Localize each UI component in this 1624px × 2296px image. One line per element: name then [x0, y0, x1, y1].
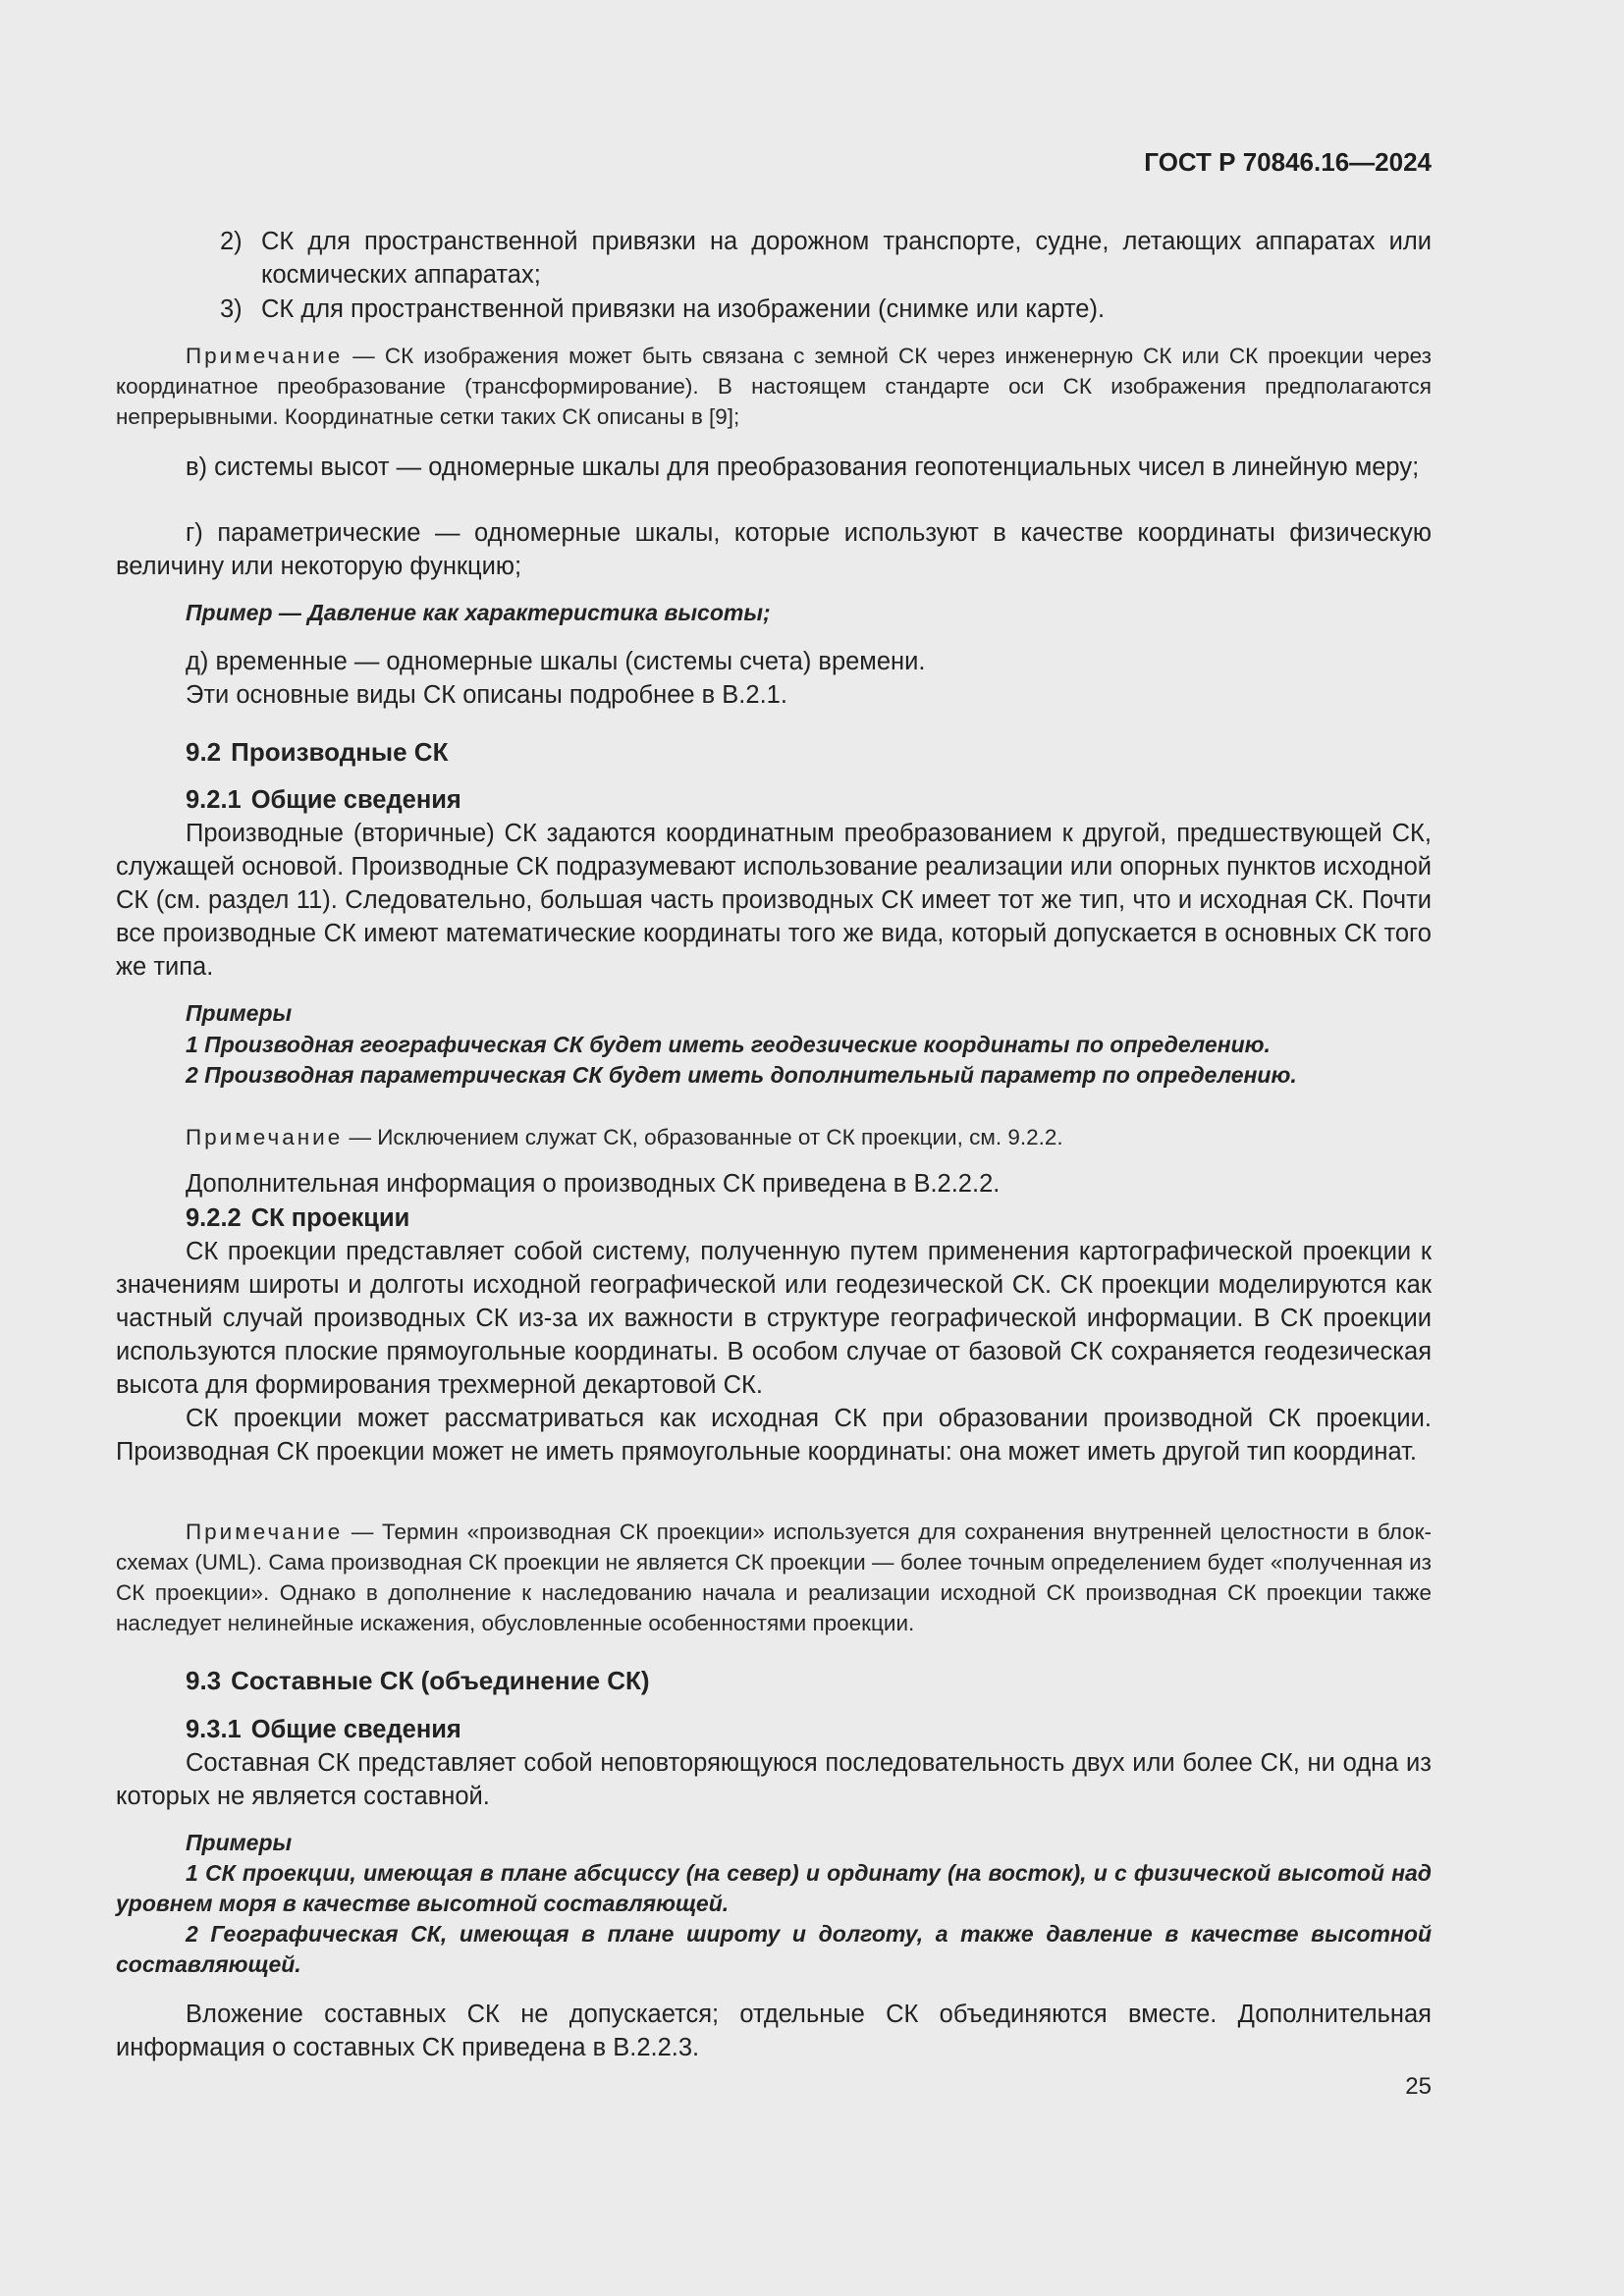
- list-marker: 2): [220, 228, 243, 255]
- list-text: СК для пространственной привязки на дорожном транспорте, судне, летающих аппаратах или космических аппаратах;: [261, 228, 1432, 289]
- examples-heading: Примеры: [186, 1830, 293, 1855]
- page-number: 25: [1405, 2073, 1432, 2100]
- section-heading: 9.3 Составные СК (объединение СК): [186, 1666, 650, 1695]
- paragraph: г) параметрические — одномерные шкалы, которые используют в качестве координаты физическую величину или некоторую функцию;: [116, 519, 1432, 580]
- example-item: 1 СК проекции, имеющая в плане абсциссу (на север) и ординату (на восток), и с физической высотой над уровнем моря в качестве высотной составляющей.: [116, 1860, 1432, 1916]
- paragraph: СК проекции может рассматриваться как исходная СК при образовании производной СК проекции. Производная СК проекции может не иметь прямоугольные координаты: она может иметь другой тип координат.: [116, 1405, 1432, 1466]
- note: [116, 341, 1432, 432]
- note: [116, 1517, 1432, 1638]
- paragraph: д) временные — одномерные шкалы (системы счета) времени.: [186, 648, 926, 675]
- note: [116, 1122, 1432, 1152]
- examples-heading: Примеры: [186, 1000, 293, 1026]
- paragraph: Составная СК представляет собой неповторяющуюся последовательность двух или более СК, ни одна из которых не является составной.: [116, 1749, 1432, 1810]
- subsection-heading: 9.2.2 СК проекции: [186, 1204, 410, 1232]
- note-text: — СК изображения может быть связана с земной СК через инженерную СК или СК проекции через координатное преобразование (трансформирование). В настоящем стандарте оси СК изображения предполагаются непрерывными. Координатные сетки таких СК описаны в [9];: [116, 344, 1432, 429]
- paragraph: Вложение составных СК не допускается; отдельные СК объединяются вместе. Дополнительная информация о составных СК приведена в В.2.2.3.: [116, 2001, 1432, 2061]
- subsection-heading: 9.2.1 Общие сведения: [186, 786, 461, 814]
- paragraph: Дополнительная информация о производных СК приведена в В.2.2.2.: [186, 1170, 1001, 1198]
- note-label: Примечание: [186, 1520, 344, 1544]
- paragraph: СК проекции представляет собой систему, полученную путем применения картографической проекции к значениям широты и долготы исходной географической или геодезической СК. СК проекции моделируются как частный случай производных СК из-за их важности в структуре географической информации. В СК проекции используются плоские прямоугольные координаты. В особом случае от базовой СК сохраняется геодезическая высота для формирования трехмерной декартовой СК.: [116, 1238, 1432, 1399]
- example-item: 1 Производная географическая СК будет иметь геодезические координаты по определению.: [186, 1032, 1271, 1057]
- list-text: СК для пространственной привязки на изображении (снимке или карте).: [261, 295, 1106, 323]
- list-marker: 3): [220, 295, 243, 323]
- note-text: — Термин «производная СК проекции» используется для сохранения внутренней целостности в блок-схемах (UML). Сама производная СК проекции не является СК проекции — более точным определением будет «полученная из СК проекции». Однако в дополнение к наследованию начала и реализации исходной СК производная СК проекции также наследует нелинейные искажения, обусловленные особенностями проекции.: [116, 1520, 1432, 1635]
- note-text: — Исключением служат СК, образованные от СК проекции, см. 9.2.2.: [343, 1125, 1063, 1149]
- note-label: Примечание: [186, 1125, 344, 1149]
- paragraph: Производные (вторичные) СК задаются координатным преобразованием к другой, предшествующей СК, служащей основой. Производные СК подразумевают использование реализации или опорных пунктов исходной СК (см. раздел 11). Следовательно, большая часть производных СК имеет тот же тип, что и исходная СК. Почти все производные СК имеют математические координаты того же вида, который допускается в основных СК того же типа.: [116, 820, 1432, 981]
- note-label: Примечание: [186, 344, 344, 368]
- paragraph: в) системы высот — одномерные шкалы для преобразования геопотенциальных чисел в линейную меру;: [186, 454, 1420, 481]
- list-item: [220, 225, 1432, 292]
- example-item: 2 Производная параметрическая СК будет иметь дополнительный параметр по определению.: [186, 1062, 1297, 1088]
- subsection-heading: 9.3.1 Общие сведения: [186, 1716, 461, 1743]
- list-item: [220, 293, 1432, 326]
- standard-id: ГОСТ Р 70846.16—2024: [1144, 147, 1432, 177]
- document-page: [116, 0, 1432, 2296]
- example-item: 2 Географическая СК, имеющая в плане широту и долготу, а также давление в качестве высотной составляющей.: [116, 1921, 1432, 1977]
- paragraph: Эти основные виды СК описаны подробнее в В.2.1.: [186, 681, 787, 709]
- example: Пример — Давление как характеристика высоты;: [186, 600, 771, 625]
- section-heading: 9.2 Производные СК: [186, 737, 449, 767]
